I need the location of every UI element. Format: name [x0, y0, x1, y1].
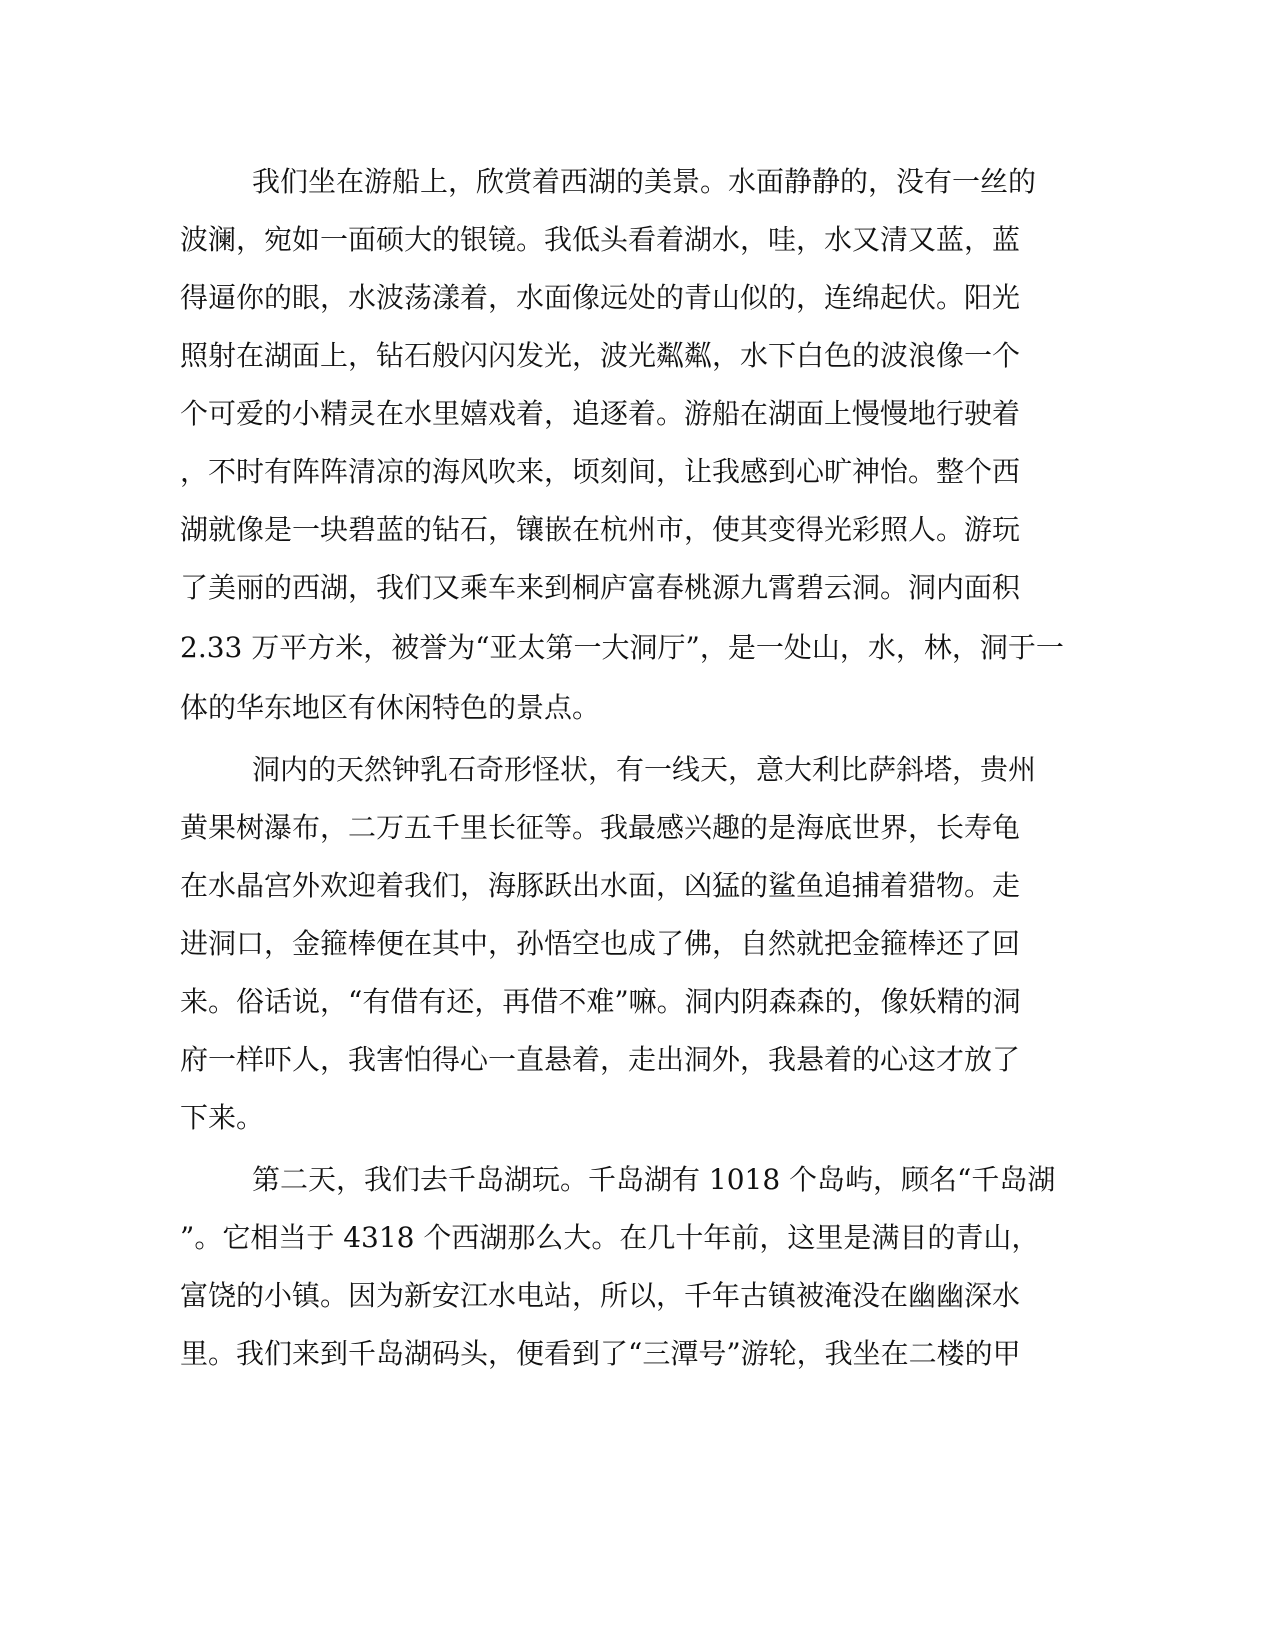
- text-line: 洞内的天然钟乳石奇形怪状，有一线天，意大利比萨斜塔，贵州: [252, 753, 1037, 786]
- text-line: 个可爱的小精灵在水里嬉戏着，追逐着。游船在湖面上慢慢地行驶着: [180, 397, 1021, 430]
- text-line: 了美丽的西湖，我们又乘车来到桐庐富春桃源九霄碧云洞。洞内面积: [180, 571, 1021, 604]
- text-line: 里。我们来到千岛湖码头，便看到了“三潭号”游轮，我坐在二楼的甲: [180, 1337, 1021, 1370]
- text-line: 黄果树瀑布，二万五千里长征等。我最感兴趣的是海底世界，长寿龟: [180, 811, 1021, 844]
- text-line: ”。它相当于 4318 个西湖那么大。在几十年前，这里是满目的青山，: [180, 1221, 1040, 1254]
- text-line: 府一样吓人，我害怕得心一直悬着，走出洞外，我悬着的心这才放了: [180, 1043, 1021, 1076]
- text-line: 照射在湖面上，钻石般闪闪发光，波光粼粼，水下白色的波浪像一个: [180, 339, 1021, 372]
- text-line: 富饶的小镇。因为新安江水电站，所以，千年古镇被淹没在幽幽深水: [180, 1279, 1021, 1312]
- text-line: 进洞口，金箍棒便在其中，孙悟空也成了佛，自然就把金箍棒还了回: [180, 927, 1021, 960]
- text-line: 体的华东地区有休闲特色的景点。: [180, 691, 601, 724]
- text-line: 第二天，我们去千岛湖玩。千岛湖有 1018 个岛屿，顾名“千岛湖: [252, 1163, 1056, 1196]
- text-line: 湖就像是一块碧蓝的钻石，镶嵌在杭州市，使其变得光彩照人。游玩: [180, 513, 1021, 546]
- text-line: 2.33 万平方米，被誉为“亚太第一大洞厅”，是一处山，水，林，洞于一: [180, 631, 1064, 664]
- text-line: 我们坐在游船上，欣赏着西湖的美景。水面静静的，没有一丝的: [252, 165, 1037, 198]
- text-line: 下来。: [180, 1101, 265, 1134]
- text-line: ，不时有阵阵清凉的海风吹来，顷刻间，让我感到心旷神怡。整个西: [180, 455, 1021, 488]
- text-line: 波澜，宛如一面硕大的银镜。我低头看着湖水，哇，水又清又蓝，蓝: [180, 223, 1021, 256]
- text-line: 在水晶宫外欢迎着我们，海豚跃出水面，凶猛的鲨鱼追捕着猎物。走: [180, 869, 1021, 902]
- text-line: 得逼你的眼，水波荡漾着，水面像远处的青山似的，连绵起伏。阳光: [180, 281, 1021, 314]
- text-line: 来。俗话说，“有借有还，再借不难”嘛。洞内阴森森的，像妖精的洞: [180, 985, 1021, 1018]
